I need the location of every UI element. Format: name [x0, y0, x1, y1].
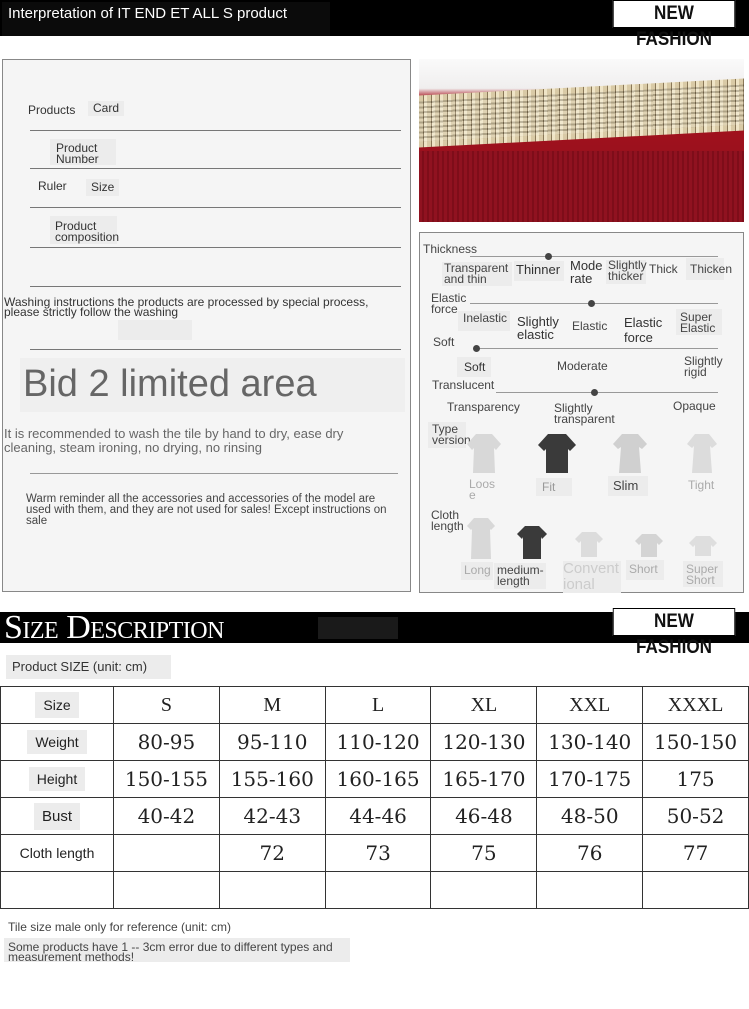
elastic-option: Elastic — [572, 319, 608, 333]
size-description-title: Size Description — [4, 609, 224, 646]
translucent-option: Slightly transparent — [554, 401, 615, 426]
product-composition-label: Product composition — [50, 216, 117, 244]
table-header-cell: XXL — [537, 687, 643, 724]
table-row — [1, 835, 749, 872]
thickness-option: Slightly thicker — [608, 258, 647, 283]
table-cell — [114, 872, 220, 909]
medium-length-tshirt-icon — [516, 524, 548, 560]
table-cell: 46-48 — [431, 798, 537, 835]
table-cell — [537, 872, 643, 909]
header-title: Interpretation of IT END ET ALL S product — [2, 2, 330, 36]
table-cell: 110-120 — [325, 724, 431, 761]
thickness-option: Thinner — [514, 261, 564, 281]
table-cell: 80-95 — [114, 724, 220, 761]
type-option: Tight — [688, 478, 715, 492]
table-row — [1, 798, 749, 835]
super-short-tshirt-icon — [688, 534, 718, 558]
translucent-option: Transparency — [447, 400, 520, 414]
height-label: Height — [29, 767, 85, 791]
table-cell: 75 — [431, 835, 537, 872]
size-header-label: Size — [35, 692, 78, 718]
weight-label: Weight — [27, 730, 86, 754]
table-cell: 76 — [537, 835, 643, 872]
thickness-option: Mode rate — [570, 258, 603, 286]
table-cell: 44-46 — [325, 798, 431, 835]
divider — [30, 247, 401, 248]
translucent-marker — [591, 389, 598, 396]
cloth-length-label: Cloth length — [431, 508, 464, 533]
table-header-cell: S — [114, 687, 220, 724]
conventional-tshirt-icon — [574, 530, 604, 558]
size-table — [0, 686, 749, 909]
table-row — [1, 872, 749, 909]
table-header-cell: L — [325, 687, 431, 724]
soft-option: Moderate — [557, 359, 608, 373]
elastic-force-label: Elastic force — [431, 291, 467, 316]
long-tshirt-icon — [466, 516, 496, 560]
washing-instructions-text: Washing instructions the products are processed by special process, please strictly follow the washing — [4, 295, 369, 319]
text-highlight — [118, 320, 192, 340]
elastic-option: Elastic force — [624, 315, 663, 345]
divider — [30, 473, 398, 474]
table-header-cell: XXXL — [643, 687, 749, 724]
divider — [30, 130, 401, 131]
translucent-option: Opaque — [673, 399, 716, 413]
row-label — [1, 872, 114, 909]
elastic-marker — [588, 300, 595, 307]
table-cell: 50-52 — [643, 798, 749, 835]
new-fashion-badge: NEW FASHION — [613, 0, 735, 28]
table-cell — [643, 872, 749, 909]
bust-label: Bust — [34, 803, 80, 830]
thickness-marker — [545, 253, 552, 260]
row-label — [1, 798, 114, 835]
soft-label: Soft — [433, 335, 455, 349]
bid-limited-area-text: Bid 2 limited area — [23, 363, 317, 405]
table-cell: 175 — [643, 761, 749, 798]
soft-option: Soft — [457, 357, 491, 377]
table-cell — [114, 835, 220, 872]
length-option: Short — [626, 560, 664, 580]
table-row — [1, 724, 749, 761]
length-option: Convent ional — [563, 561, 621, 593]
table-cell: 120-130 — [431, 724, 537, 761]
type-version-label: Type version — [428, 422, 466, 448]
elastic-option: Slightly elastic — [517, 314, 559, 342]
row-label — [1, 761, 114, 798]
thickness-scale — [470, 256, 718, 257]
title-mark — [318, 617, 398, 639]
thickness-option: Thicken — [686, 258, 724, 280]
table-header-cell: XL — [431, 687, 537, 724]
table-cell — [325, 872, 431, 909]
error-note: Some products have 1 -- 3cm error due to different types and measurement methods! — [8, 940, 333, 964]
length-option: Super Short — [683, 561, 723, 587]
soft-scale — [476, 348, 718, 349]
divider — [30, 207, 401, 208]
table-cell: 130-140 — [537, 724, 643, 761]
soft-marker — [473, 345, 480, 352]
table-cell: 72 — [219, 835, 325, 872]
elastic-option: Inelastic — [458, 311, 510, 331]
table-row — [1, 687, 749, 724]
length-option: Long — [461, 562, 493, 580]
table-cell: 73 — [325, 835, 431, 872]
tight-tshirt-icon — [686, 432, 718, 474]
table-header-cell — [1, 687, 114, 724]
ruler-label: Ruler — [38, 179, 67, 193]
table-header-cell: M — [219, 687, 325, 724]
divider — [30, 349, 401, 350]
warm-reminder-text: Warm reminder all the accessories and accessories of the model are used with them, and they are not used for sales! Except instructions on sale — [26, 493, 387, 527]
table-cell: 165-170 — [431, 761, 537, 798]
soft-option: Slightly rigid — [684, 354, 723, 379]
divider — [30, 168, 401, 169]
new-fashion-badge: NEW FASHION — [613, 608, 735, 636]
slim-tshirt-icon — [612, 432, 648, 474]
length-option: medium- length — [494, 563, 546, 589]
knit-texture — [419, 151, 744, 222]
product-size-unit-label: Product SIZE (unit: cm) — [6, 655, 171, 679]
table-cell: 95-110 — [219, 724, 325, 761]
table-cell — [431, 872, 537, 909]
table-cell: 48-50 — [537, 798, 643, 835]
fabric-detail-photo — [419, 59, 744, 222]
loose-tshirt-icon — [466, 432, 502, 474]
table-cell: 42-43 — [219, 798, 325, 835]
thickness-option: Thick — [649, 262, 678, 276]
type-option: Loos e — [469, 477, 496, 502]
translucent-scale — [496, 392, 718, 393]
card-label: Card — [88, 101, 124, 116]
thickness-label: Thickness — [423, 242, 478, 256]
table-cell: 150-150 — [643, 724, 749, 761]
fit-tshirt-icon — [537, 432, 577, 474]
product-number-label: Product Number — [50, 139, 116, 165]
table-cell: 160-165 — [325, 761, 431, 798]
table-cell: 155-160 — [219, 761, 325, 798]
wash-recommendation-text: It is recommended to wash the tile by hand to dry, ease dry cleaning, steam ironing, no drying, no rinsing — [4, 426, 344, 455]
row-label — [1, 724, 114, 761]
size-label: Size — [86, 179, 119, 196]
table-cell — [219, 872, 325, 909]
table-cell: 40-42 — [114, 798, 220, 835]
short-tshirt-icon — [634, 532, 664, 558]
row-label: Cloth length — [1, 835, 114, 872]
table-cell: 150-155 — [114, 761, 220, 798]
elastic-option: Super Elastic — [676, 309, 722, 335]
table-row — [1, 761, 749, 798]
products-label: Products — [28, 103, 76, 117]
type-option: Slim — [608, 476, 648, 496]
translucent-label: Translucent — [432, 378, 495, 392]
reference-note: Tile size male only for reference (unit: cm) — [8, 920, 231, 934]
type-option: Fit — [536, 478, 572, 496]
table-cell: 77 — [643, 835, 749, 872]
thickness-option: Transparent and thin — [442, 262, 512, 286]
divider — [30, 286, 401, 287]
table-cell: 170-175 — [537, 761, 643, 798]
